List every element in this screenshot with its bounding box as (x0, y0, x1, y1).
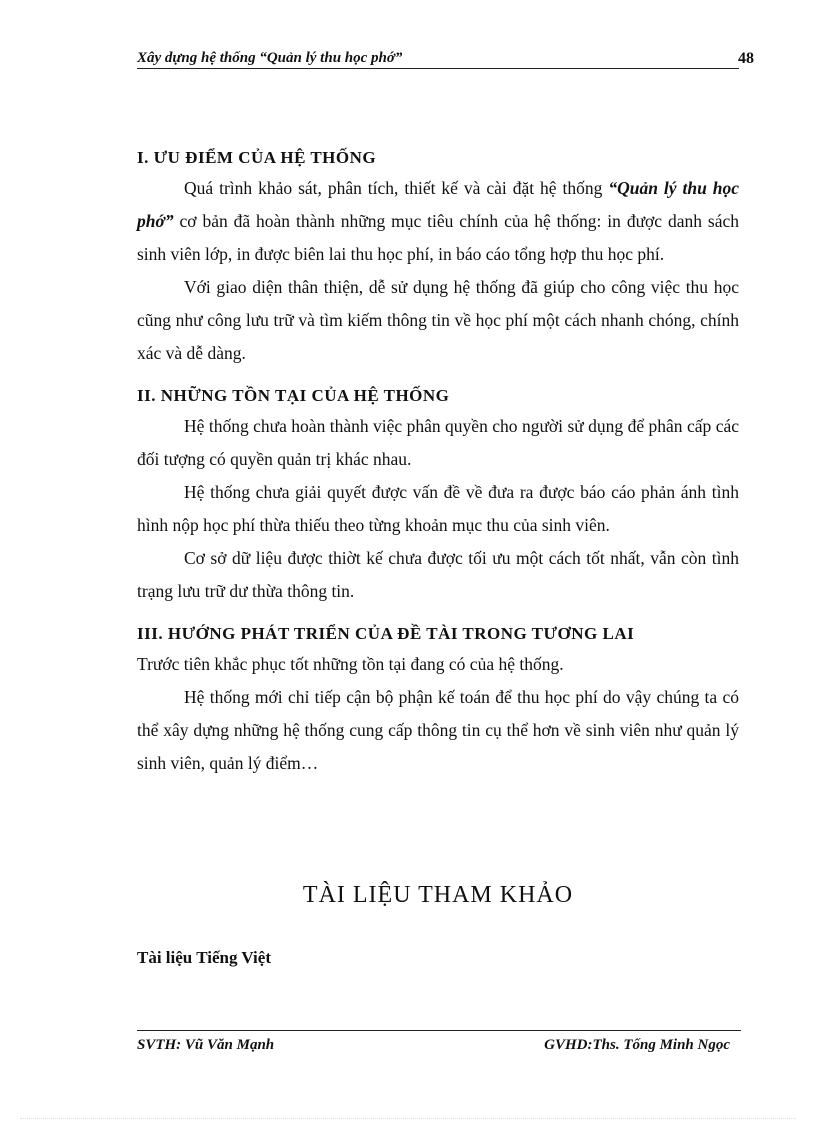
paragraph-text: cơ bản đã hoàn thành những mục tiêu chính của hệ thống: in được danh sách sinh viên lớp, in được biên lai thu học phí, in báo cáo tổng hợp thu học phí. (137, 211, 739, 264)
paragraph: Hệ thống chưa giải quyết được vấn đề về đưa ra được báo cáo phản ánh tình hình nộp học phí thừa thiếu theo từng khoản mục thu của sinh viên. (137, 482, 739, 535)
references-title: TÀI LIỆU THAM KHẢO (302, 882, 574, 908)
paragraph: Cơ sở dữ liệu được thiờt kế chưa được tối ưu một cách tốt nhất, vẫn còn tình trạng lưu trữ dư thừa thông tin. (137, 548, 739, 601)
header-rule (137, 68, 739, 69)
page-bottom-edge (20, 1118, 796, 1119)
paragraph (137, 172, 739, 271)
paragraph: Hệ thống chưa hoàn thành việc phân quyền cho người sử dụng để phân cấp các đối tượng có quyền quản trị khác nhau. (137, 416, 739, 469)
paragraph: Hệ thống mới chỉ tiếp cận bộ phận kế toán để thu học phí do vậy chúng ta có thể xây dựng những hệ thống cung cấp thông tin cụ thể hơn về sinh viên như quản lý sinh viên, quản lý điểm… (137, 687, 739, 773)
section-heading-future: III. HƯỚNG PHÁT TRIỂN CỦA ĐỀ TÀI TRONG TƯƠNG LAI (137, 624, 635, 643)
paragraph: Trước tiên khắc phục tốt những tồn tại đang có của hệ thống. (137, 654, 564, 674)
footer-student: SVTH: Vũ Văn Mạnh (137, 1037, 275, 1053)
section-heading-limitations: II. NHỮNG TỒN TẠI CỦA HỆ THỐNG (137, 386, 450, 405)
paragraph: Với giao diện thân thiện, dễ sử dụng hệ thống đã giúp cho công việc thu học cũng như công lưu trữ và tìm kiếm thông tin về học phí một cách nhanh chóng, chính xác và dễ dàng. (137, 277, 739, 363)
references-subtitle: Tài liệu Tiếng Việt (137, 948, 271, 967)
section-heading-advantages: I. ƯU ĐIỂM CỦA HỆ THỐNG (137, 148, 377, 167)
header-title: Xây dựng hệ thống “Quản lý thu học phớ” (137, 50, 403, 66)
system-name: “Quản lý thu học phớ” (137, 178, 740, 231)
footer-rule (137, 1030, 741, 1031)
paragraph-text: Quá trình khảo sát, phân tích, thiết kế và cài đặt hệ thống (184, 178, 609, 198)
page-content (137, 140, 739, 780)
footer-supervisor: GVHD:Ths. Tống Minh Ngọc (544, 1037, 730, 1053)
page-header (137, 48, 741, 70)
page-number: 48 (738, 50, 754, 67)
